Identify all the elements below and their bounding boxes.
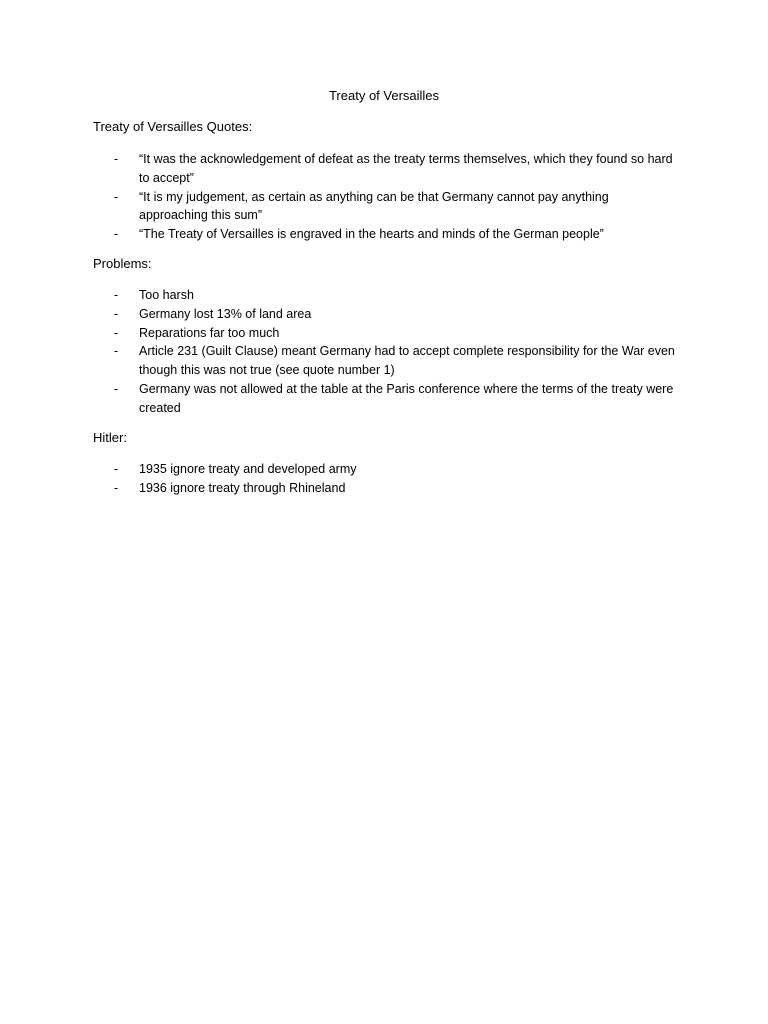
list-item (0, 286, 768, 305)
hitler-list (0, 460, 768, 498)
quotes-list (0, 150, 768, 244)
list-item-text: 1936 ignore treaty through Rhineland (139, 480, 346, 495)
list-item-text: 1935 ignore treaty and developed army (139, 462, 357, 476)
list-item (0, 225, 768, 244)
list-item-text: “It was the acknowledgement of defeat as the treaty terms themselves, which they found so hard to accept” (139, 152, 673, 185)
list-item (0, 342, 768, 380)
list-item-text: Germany lost 13% of land area (139, 306, 312, 321)
list-item-text: Germany was not allowed at the table at the Paris conference where the terms of the treaty were created (139, 381, 674, 415)
list-item-text: Reparations far too much (139, 325, 280, 340)
bullet-dash: - (114, 152, 119, 166)
list-item (0, 150, 768, 188)
bullet-dash: - (114, 462, 119, 476)
list-item (0, 188, 768, 226)
bullet-dash: - (114, 325, 119, 340)
section-heading-quotes: Treaty of Versailles Quotes: (93, 119, 253, 134)
list-item (0, 380, 768, 418)
problems-list (0, 286, 768, 418)
list-item (0, 479, 768, 498)
page-title: Treaty of Versailles (328, 88, 440, 103)
bullet-dash: - (114, 189, 119, 204)
section-heading-problems: Problems: (93, 256, 152, 271)
list-item-text: “The Treaty of Versailles is engraved in the hearts and minds of the German people” (139, 227, 604, 242)
bullet-dash: - (114, 344, 119, 359)
bullet-dash: - (114, 227, 119, 242)
bullet-dash: - (114, 381, 119, 396)
bullet-dash: - (114, 288, 119, 302)
list-item (0, 460, 768, 479)
list-item-text: Article 231 (Guilt Clause) meant Germany had to accept complete responsibility for the War even though this was not true (see quote number 1) (139, 344, 675, 378)
list-item (0, 324, 768, 343)
bullet-dash: - (114, 306, 119, 321)
bullet-dash: - (114, 480, 119, 495)
list-item-text: “It is my judgement, as certain as anything can be that Germany cannot pay anything approaching this sum” (139, 189, 609, 223)
list-item (0, 305, 768, 324)
section-heading-hitler: Hitler: (93, 430, 127, 445)
list-item-text: Too harsh (139, 288, 194, 302)
